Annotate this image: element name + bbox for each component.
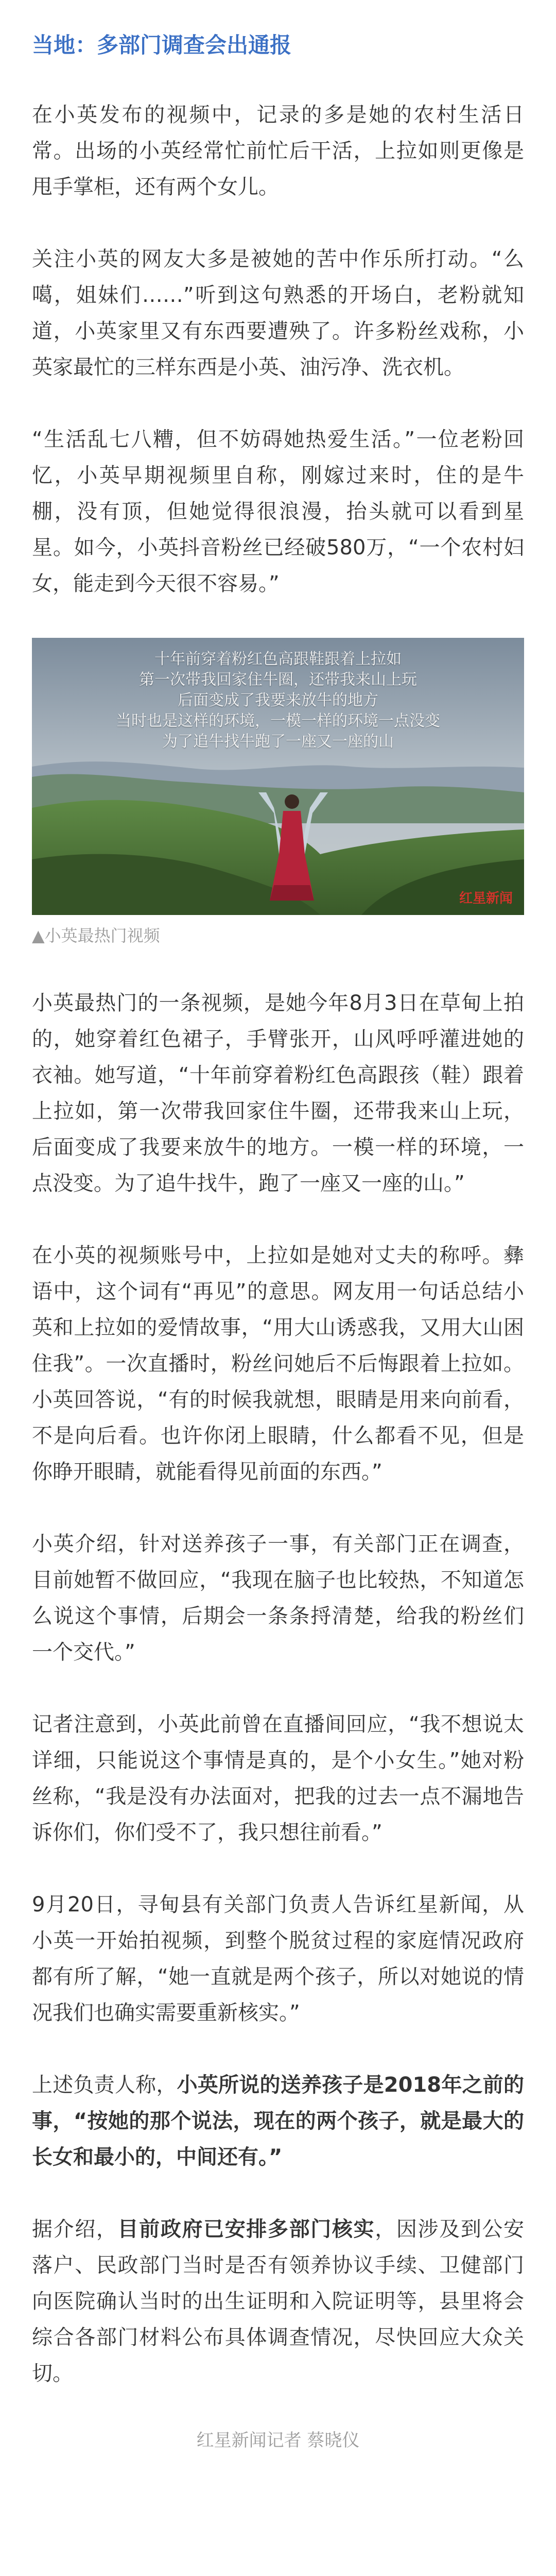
paragraph: 小英最热门的一条视频，是她今年8月3日在草甸上拍的，她穿着红色裙子，手臂张开，山风呼呼灌进她的衣袖。她写道，“十年前穿着粉红色高跟孩（鞋）跟着上拉如，第一次带我回家住牛圈，还带我来山上玩，后面变成了我要来放牛的地方。一模一样的环境，一点没变。为了追牛找牛，跑了一座又一座的山。” <box>32 991 524 1195</box>
paragraph <box>32 2067 524 2175</box>
section-title: 当地：多部门调查会出通报 <box>32 32 292 58</box>
paragraph: 记者注意到，小英此前曾在直播间回应，“我不想说太详细，只能说这个事情是真的，是个小女生。”她对粉丝称，“我是没有办法面对，把我的过去一点不漏地告诉你们，你们受不了，我只想往前看。” <box>32 1713 524 1844</box>
subtitle-line: 当时也是这样的环境，一模一样的环境一点没变 <box>116 712 440 730</box>
subtitle-line: 第一次带我回家住牛圈，还带我来山上玩 <box>139 671 417 689</box>
paragraph: 在小英发布的视频中，记录的多是她的农村生活日常。出场的小英经常忙前忙后干活，上拉如则更像是甩手掌柜，还有两个女儿。 <box>32 103 524 199</box>
paragraph: 9月20日，寻甸县有关部门负责人告诉红星新闻，从小英一开始拍视频，到整个脱贫过程的家庭情况政府都有所了解，“她一直就是两个孩子，所以对她说的情况我们也确实需要重新核实。” <box>32 1893 524 2025</box>
bold-text: 目前政府已安排多部门核实 <box>117 2217 375 2241</box>
video-subtitles <box>32 649 524 752</box>
video-figure <box>32 638 524 948</box>
paragraph-text: 据介绍， <box>32 2217 118 2241</box>
bold-text: 小英所说的送养孩子是2018年之前的事，“按她的那个说法，现在的两个孩子，就是最大的长女和最小的，中间还有。” <box>32 2073 525 2169</box>
paragraph: 关注小英的网友大多是被她的苦中作乐所打动。“么噶，姐妹们……”听到这句熟悉的开场白，老粉就知道，小英家里又有东西要遭殃了。许多粉丝戏称，小英家最忙的三样东西是小英、油污净、洗衣机。 <box>32 247 524 379</box>
paragraph: 小英介绍，针对送养孩子一事，有关部门正在调查，目前她暂不做回应，“我现在脑子也比较热，不知道怎么说这个事情，后期会一条条捋清楚，给我的粉丝们一个交代。” <box>32 1532 524 1664</box>
paragraph: 在小英的视频账号中，上拉如是她对丈夫的称呼。彝语中，这个词有“再见”的意思。网友用一句话总结小英和上拉如的爱情故事，“用大山诱惑我，又用大山困住我”。一次直播时，粉丝问她后不后悔跟着上拉如。小英回答说，“有的时候我就想，眼睛是用来向前看，不是向后看。也许你闭上眼睛，什么都看不见，但是你睁开眼睛，就能看得见前面的东西。” <box>32 1244 524 1484</box>
paragraph <box>32 2211 524 2392</box>
subtitle-line: 十年前穿着粉红色高跟鞋跟着上拉如 <box>154 650 402 668</box>
subtitle-line: 后面变成了我要来放牛的地方 <box>178 691 378 709</box>
paragraph-text: 上述负责人称， <box>32 2073 177 2097</box>
paragraph: “生活乱七八糟，但不妨碍她热爱生活。”一位老粉回忆，小英早期视频里自称，刚嫁过来时，住的是牛棚，没有顶，但她觉得很浪漫，抬头就可以看到星星。如今，小英抖音粉丝已经破580万，“一个农村妇女，能走到今天很不容易。” <box>32 428 524 596</box>
subtitle-line: 为了追牛找牛跑了一座又一座的山 <box>162 733 394 751</box>
figure-caption: ▲小英最热门视频 <box>32 926 160 945</box>
video-thumbnail[interactable] <box>32 638 524 915</box>
author-byline: 红星新闻记者 蔡晓仪 <box>196 2430 360 2451</box>
watermark-logo: 红星新闻 <box>459 891 513 906</box>
paragraph-text: ，因涉及到公安落户、民政部门当时是否有领养协议手续、卫健部门向医院确认当时的出生证明和入院证明等，县里将会综合各部门材料公布具体调查情况，尽快回应大众关切。 <box>32 2217 525 2385</box>
